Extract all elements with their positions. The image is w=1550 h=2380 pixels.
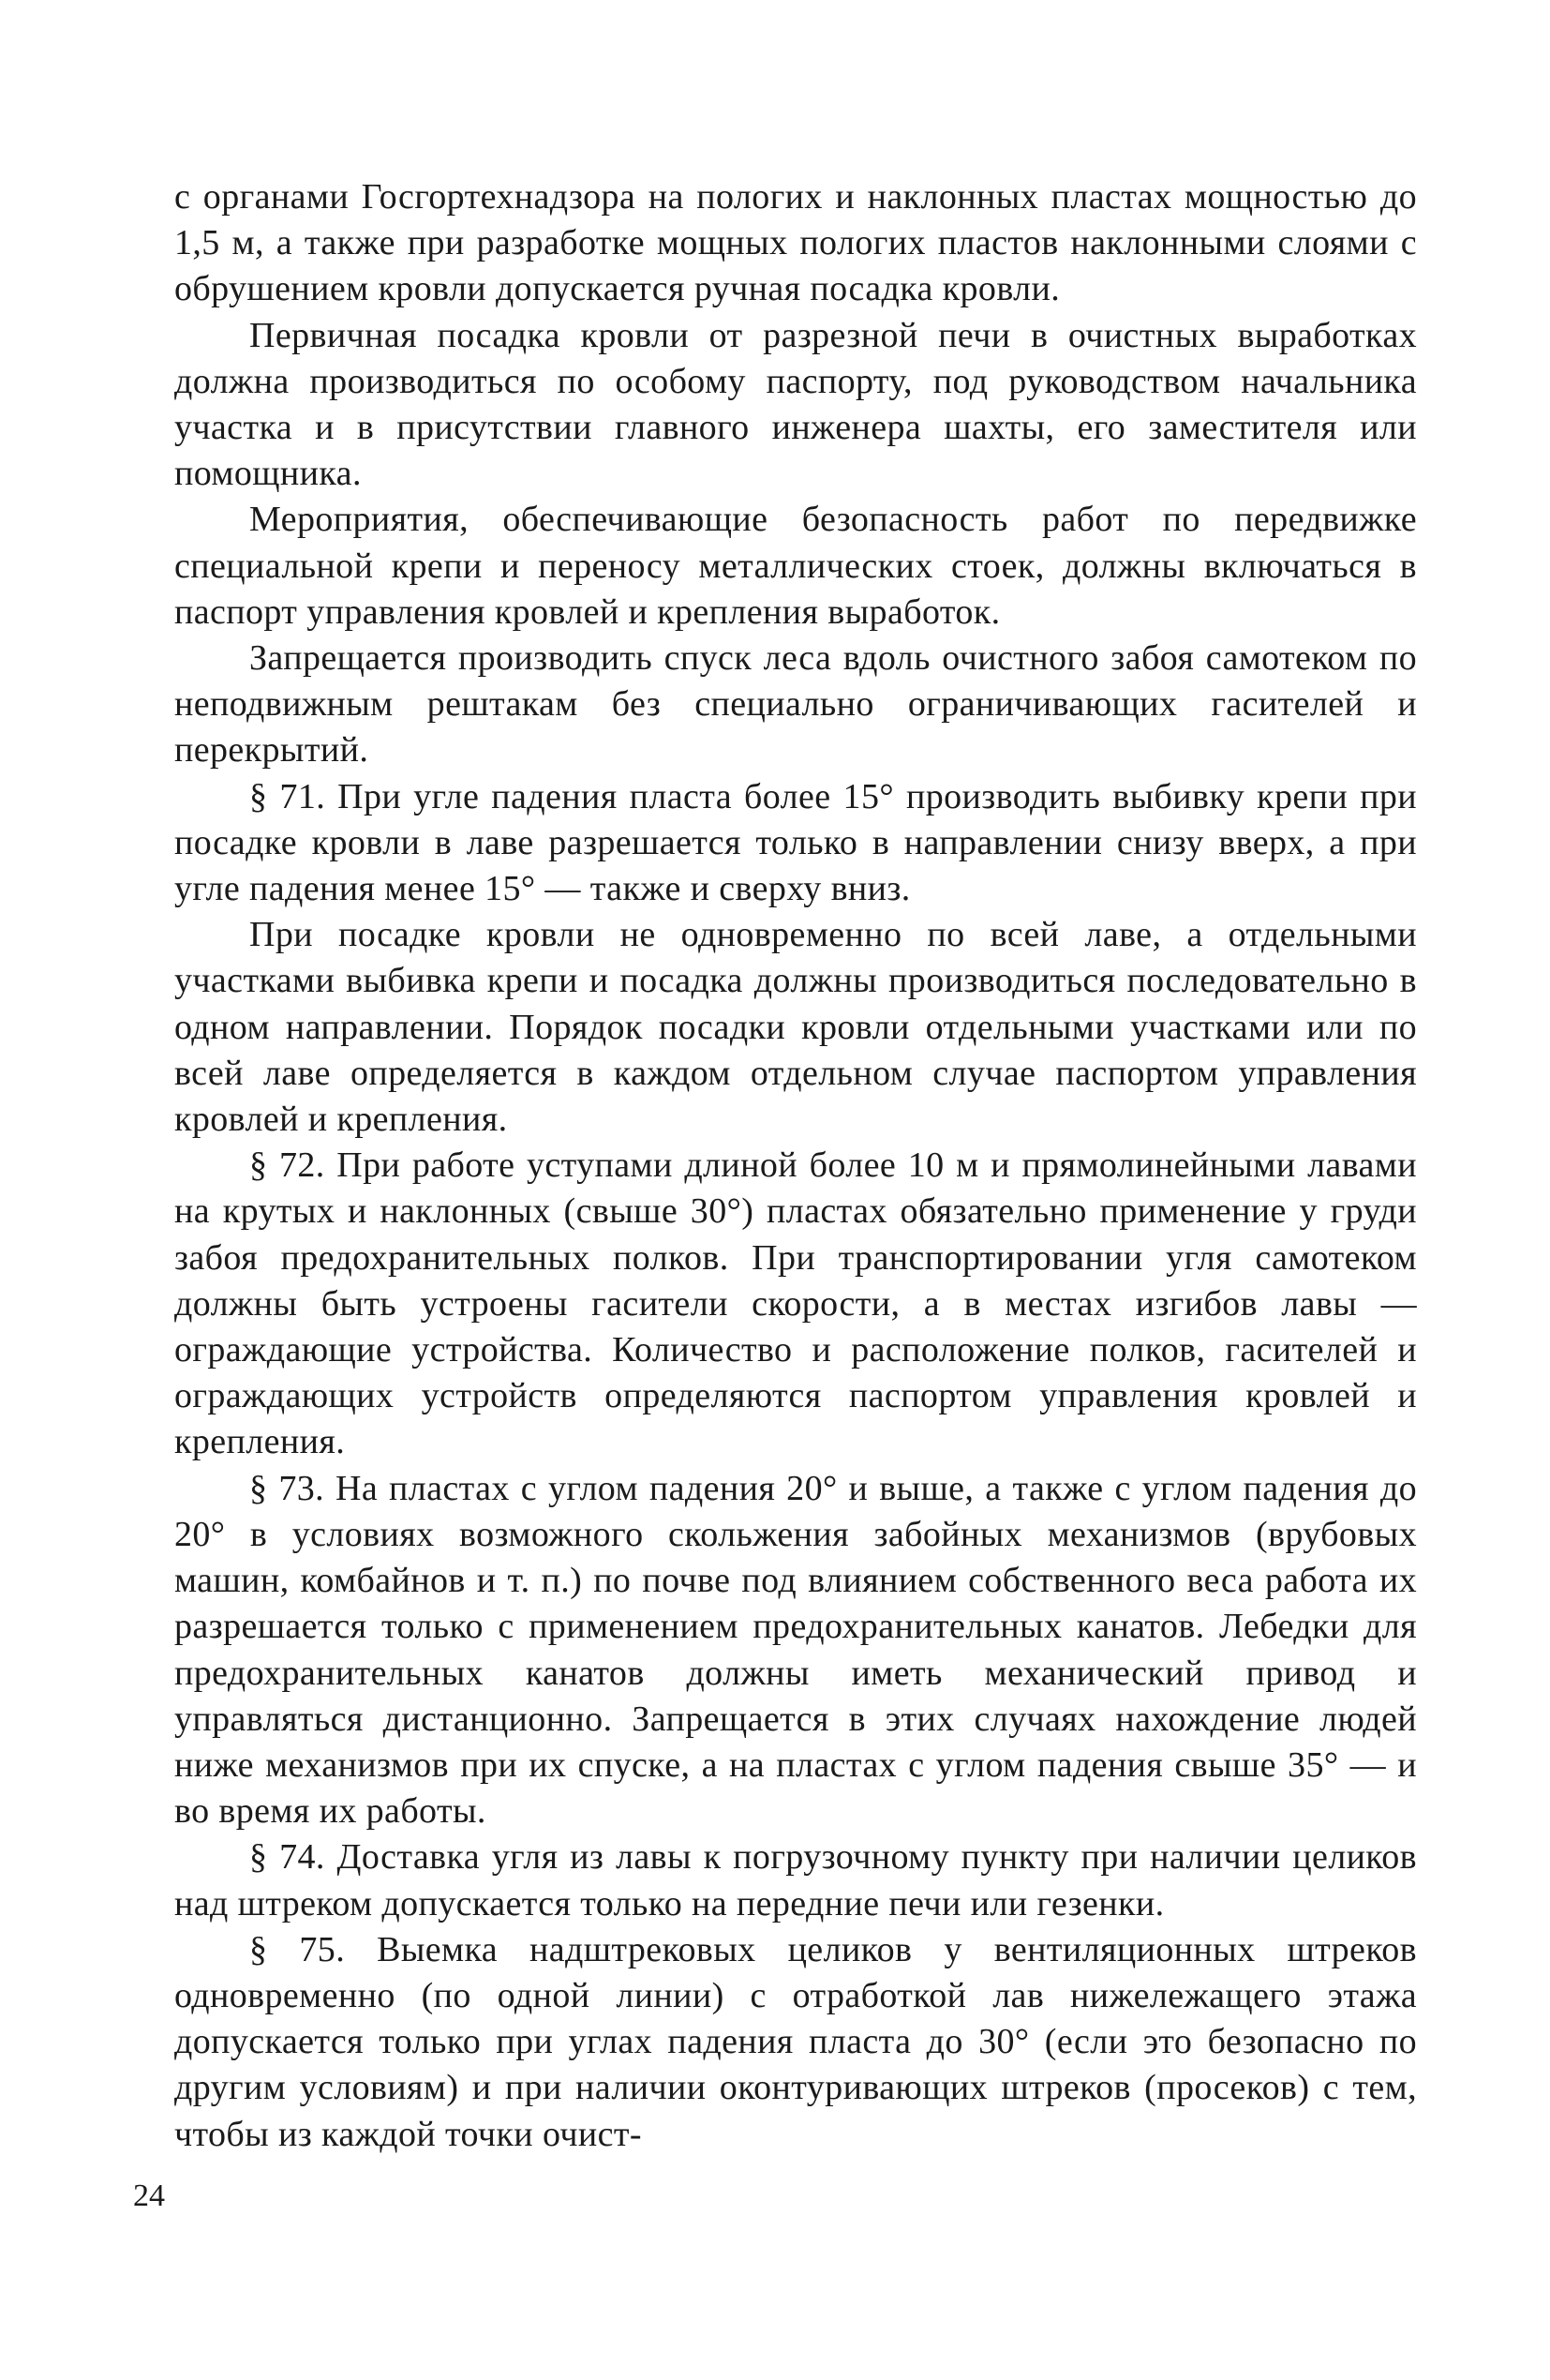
paragraph-section-73: § 73. На пластах с углом падения 20° и выше, а также с углом падения до 20° в условиях возможного скольжения забойных механизмов (врубовых машин, комбайнов и т. п.) по почве под влиянием собственного веса работа их разрешается только с применением предохранительных канатов. Лебедки для предохранительных канатов должны иметь механический привод и управляться дистанционно. Запрещается в этих случаях нахождение людей ниже механизмов при их спуске, а на пластах с углом падения свыше 35° — и во время их работы.: [174, 1468, 1417, 1832]
paragraph-section-72: § 72. При работе уступами длиной более 10 м и прямолинейными лавами на крутых и наклонных (свыше 30°) пластах обязательно применение у груди забоя предохранительных полков. При транспортировании угля самотеком должны быть устроены гасители скорости, а в местах изгибов лавы — ограждающие устройства. Количество и расположение полков, гасителей и ограждающих устройств определяются паспортом управления кровлей и крепления.: [174, 1145, 1417, 1462]
paragraph-section-75: § 75. Выемка надштрековых целиков у вентиляционных штреков одновременно (по одной линии) с отработкой лав нижележащего этажа допускается только при углах падения пласта до 30° (если это безопасно по другим условиям) и при наличии оконтуривающих штреков (просеков) с тем, чтобы из каждой точки очист-: [174, 1929, 1417, 2154]
paragraph-continuation: с органами Госгортехнадзора на пологих и наклонных пластах мощностью до 1,5 м, а также при разработке мощных пологих пластов наклонными слоями с обрушением кровли допускается ручная посадка кровли.: [174, 177, 1417, 309]
paragraph-section-71: § 71. При угле падения пласта более 15° производить выбивку крепи при посадке кровли в лаве разрешается только в направлении снизу вверх, а при угле падения менее 15° — также и сверху вниз.: [174, 776, 1417, 909]
paragraph-support-relocation: Мероприятия, обеспечивающие безопасность работ по передвижке специальной крепи и переносу металлических стоек, должны включаться в паспорт управления кровлей и крепления выработок.: [174, 500, 1417, 632]
paragraph-timber-lowering: Запрещается производить спуск леса вдоль очистного забоя самотеком по неподвижным рештакам без специально ограничивающих гасителей и перекрытий.: [174, 638, 1417, 771]
page-body: [174, 174, 1417, 2158]
paragraph-section-74: § 74. Доставка угля из лавы к погрузочному пункту при наличии целиков над штреком допускается только на передние печи или гезенки.: [174, 1837, 1417, 1923]
paragraph-initial-roof-caving: Первичная посадка кровли от разрезной печи в очистных выработках должна производиться по особому паспорту, под руководством начальника участка и в присутствии главного инженера шахты, его заместителя или помощника.: [174, 315, 1417, 494]
page-number: 24: [133, 2178, 165, 2213]
paragraph-partial-caving: При посадке кровли не одновременно по всей лаве, а отдельными участками выбивка крепи и посадка должны производиться последовательно в одном направлении. Порядок посадки кровли отдельными участками или по всей лаве определяется в каждом отдельном случае паспортом управления кровлей и крепления.: [174, 915, 1417, 1140]
